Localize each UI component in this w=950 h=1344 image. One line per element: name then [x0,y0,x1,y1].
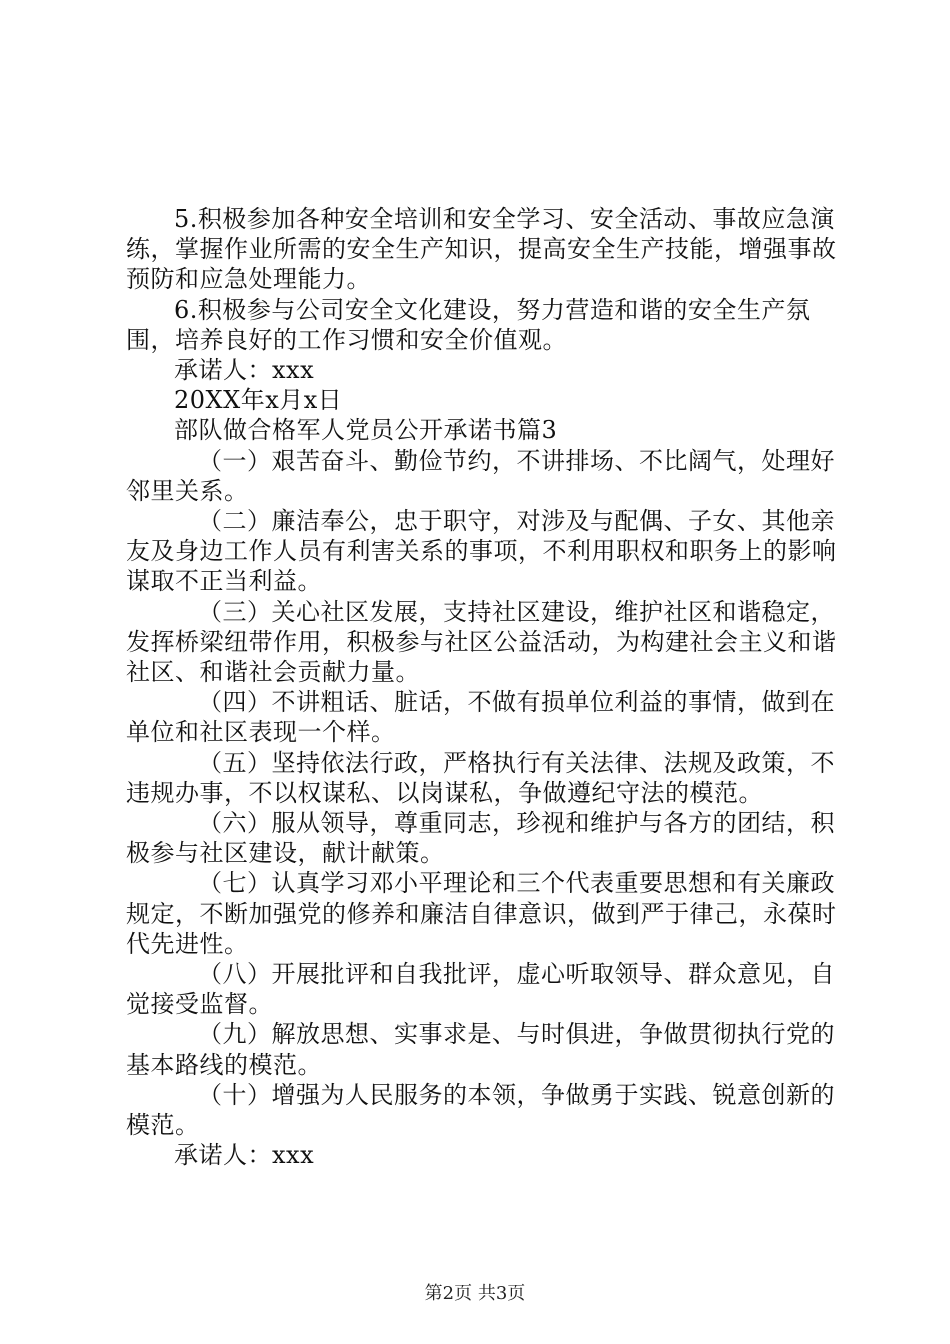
paragraph: （一）艰苦奋斗、勤俭节约，不讲排场、不比阔气，处理好邻里关系。 [126,446,835,505]
paragraph: （四）不讲粗话、脏话，不做有损单位利益的事情，做到在单位和社区表现一个样。 [126,688,835,747]
paragraph: 5.积极参加各种安全培训和安全学习、安全活动、事故应急演练，掌握作业所需的安全生产知识，提高安全生产技能，增强事故预防和应急处理能力。 [126,205,837,294]
paragraph: （九）解放思想、实事求是、与时俱进，争做贯彻执行党的基本路线的模范。 [126,1020,835,1079]
document-body [126,204,846,1171]
page-number-label: 第2页 共3页 [424,1283,526,1304]
signature-line: 承诺人：xxx [174,356,315,385]
paragraph: 6.积极参与公司安全文化建设，努力营造和谐的安全生产氛围，培养良好的工作习惯和安全价值观。 [126,295,811,354]
paragraph: （六）服从领导，尊重同志，珍视和维护与各方的团结，积极参与社区建设，献计献策。 [126,809,835,868]
paragraph: （五）坚持依法行政，严格执行有关法律、法规及政策，不违规办事，不以权谋私、以岗谋私，争做遵纪守法的模范。 [126,748,835,807]
page-footer [0,1283,950,1305]
paragraph: （十）增强为人民服务的本领，争做勇于实践、锐意创新的模范。 [126,1080,835,1140]
date-line: 20XX年x月x日 [174,386,343,415]
paragraph: （七）认真学习邓小平理论和三个代表重要思想和有关廉政规定，不断加强党的修养和廉洁自律意识，做到严于律己，永葆时代先进性。 [126,869,837,958]
paragraph: （八）开展批评和自我批评，虚心听取领导、群众意见，自觉接受监督。 [126,960,835,1019]
section-title: 部队做合格军人党员公开承诺书篇3 [174,416,558,445]
signature-line: 承诺人：xxx [174,1141,315,1170]
paragraph: （二）廉洁奉公，忠于职守，对涉及与配偶、子女、其他亲友及身边工作人员有利害关系的事项，不利用职权和职务上的影响谋取不正当利益。 [126,507,837,596]
paragraph: （三）关心社区发展，支持社区建设，维护社区和谐稳定，发挥桥梁纽带作用，积极参与社区公益活动，为构建社会主义和谐社区、和谐社会贡献力量。 [126,597,837,687]
